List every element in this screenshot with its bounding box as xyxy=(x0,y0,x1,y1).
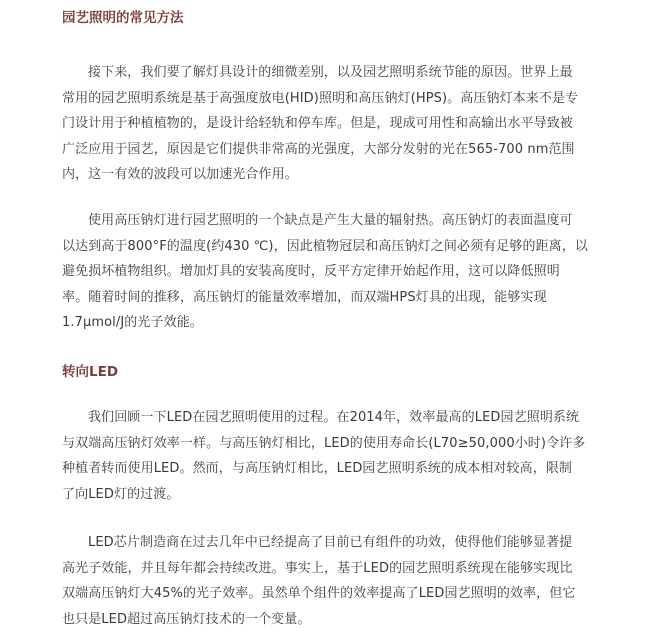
paragraph-line: 使用高压钠灯进行园艺照明的一个缺点是产生大量的辐射热。高压钠灯的表面温度可 xyxy=(88,213,573,228)
paragraph-line: 避免损坏植物组织。增加灯具的安装高度时，反平方定律开始起作用，这可以降低照明 xyxy=(62,264,560,279)
paragraph-line: 高光子效能，并且每年都会持续改进。事实上，基于LED的园艺照明系统现在能够实现比 xyxy=(62,560,573,576)
section-title-common-methods: 园艺照明的常见方法 xyxy=(62,10,184,26)
paragraph-line: 了向LED灯的过渡。 xyxy=(62,486,180,502)
section-title-led: 转向LED xyxy=(62,364,119,380)
paragraph-line: 种植者转而使用LED。然而，与高压钠灯相比，LED园艺照明系统的成本相对较高，限制 xyxy=(62,461,573,476)
paragraph-line: 我们回顾一下LED在园艺照明使用的过程。在2014年，效率最高的LED园艺照明系统 xyxy=(88,410,580,425)
paragraph-line: LED芯片制造商在过去几年中已经提高了目前已有组件的功效，使得他们能够显著提 xyxy=(88,535,573,550)
paragraph-line: 率。随着时间的推移，高压钠灯的能量效率增加，而双端HPS灯具的出现，能够实现 xyxy=(62,289,547,305)
paragraph-hps-drawback xyxy=(62,208,602,336)
paragraph-line: 接下来，我们要了解灯具设计的细微差别，以及园艺照明系统节能的原因。世界上最 xyxy=(88,65,573,80)
paragraph-line: 与双端高压钠灯效率一样。与高压钠灯相比，LED的使用寿命长(L70≥50,000小时)令许多 xyxy=(62,435,586,451)
paragraph-line: 双端高压钠灯大45%的光子效率。虽然单个组件的效率提高了LED园艺照明的效率，但它 xyxy=(62,586,576,601)
paragraph-line: 常用的园艺照明系统是基于高强度放电(HID)照明和高压钠灯(HPS)。高压钠灯本来不是专 xyxy=(62,90,579,106)
paragraph-intro xyxy=(62,60,602,188)
paragraph-line: 内，这一有效的波段可以加速光合作用。 xyxy=(62,167,298,182)
paragraph-led-history xyxy=(62,405,602,507)
paragraph-led-efficiency xyxy=(62,530,602,632)
paragraph-line: 以达到高于800°F的温度(约430 ℃)，因此植物冠层和高压钠灯之间必须有足够的距离，以 xyxy=(62,238,588,254)
paragraph-line: 广泛应用于园艺，原因是它们提供非常高的光强度，大部分发射的光在565-700 nm范围 xyxy=(62,141,575,157)
paragraph-line: 门设计用于种植植物的，是设计给轻轨和停车库。但是，现成可用性和高输出水平导致被 xyxy=(62,116,573,131)
paragraph-line: 1.7μmol/J的光子效能。 xyxy=(62,315,203,330)
paragraph-line: 也只是LED超过高压钠灯技术的一个变量。 xyxy=(62,611,311,627)
